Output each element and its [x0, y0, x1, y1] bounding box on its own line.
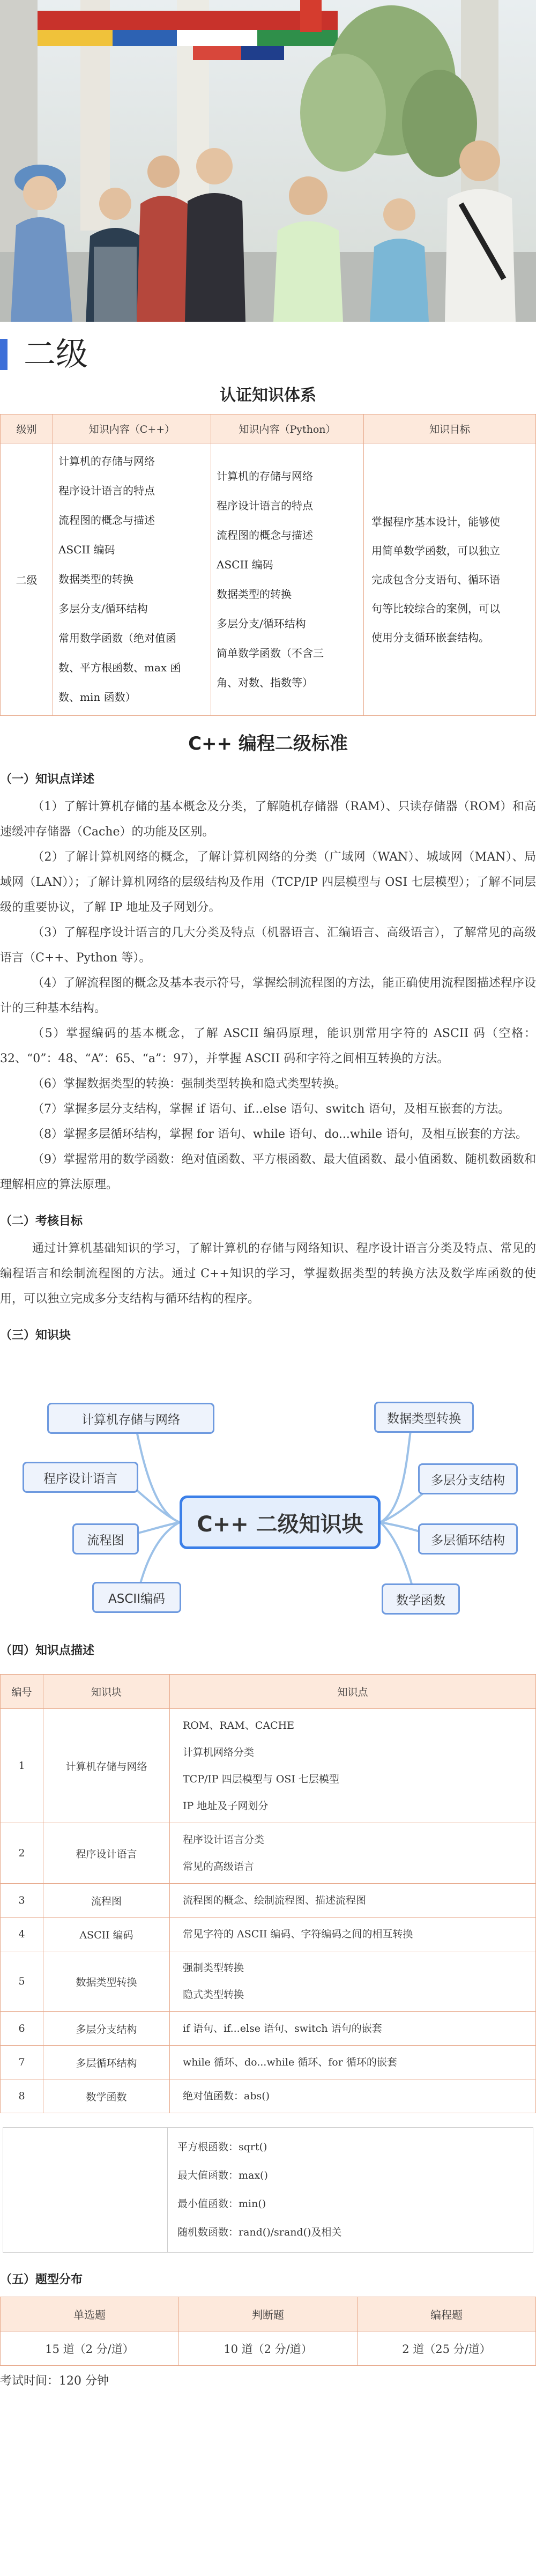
point-item: 程序设计语言分类	[183, 1834, 265, 1846]
goal-line: 句等比较综合的案例，可以	[371, 602, 500, 615]
header-python: 知识内容（Python）	[211, 414, 364, 443]
list-item: 常用数学函数（绝对值函	[58, 632, 176, 645]
paragraph: （1）了解计算机存储的基本概念及分类，了解随机存储器（RAM）、只读存储器（ROM）和高速缓冲存储器（Cache）的功能及区别。	[0, 800, 536, 839]
paragraph: （6）掌握数据类型的转换：强制类型转换和隐式类型转换。	[32, 1077, 346, 1091]
list-item: 流程图的概念与描述	[58, 514, 155, 527]
table-header-row	[1, 2297, 536, 2331]
row-points	[170, 1709, 536, 1823]
table-row	[1, 2012, 536, 2046]
row-number: 1	[1, 1709, 43, 1823]
header-number: 编号	[1, 1675, 43, 1709]
list-item: 程序设计语言的特点	[58, 484, 155, 497]
level-heading	[0, 332, 536, 375]
list-item: 计算机的存储与网络	[58, 455, 155, 468]
table-row	[1, 1918, 536, 1951]
table-row	[1, 1884, 536, 1918]
exam-time: 考试时间：120 分钟	[0, 2374, 109, 2388]
table-row	[3, 2128, 533, 2253]
list-item: 数、min 函数）	[58, 691, 136, 704]
level-accent-bar	[0, 339, 8, 370]
row-points	[170, 1823, 536, 1884]
list-item: 程序设计语言的特点	[217, 499, 313, 512]
row-block: 流程图	[43, 1884, 170, 1918]
table-row	[1, 1951, 536, 2012]
paragraph: （7）掌握多层分支结构，掌握 if 语句、if...else 语句、switch 语句，及相互嵌套的方法。	[32, 1102, 510, 1116]
header-single-choice: 单选题	[1, 2297, 179, 2331]
mindmap-node-flowchart: 流程图	[72, 1523, 139, 1555]
paragraph: （2）了解计算机网络的概念，了解计算机网络的分类（广域网（WAN）、城域网（MAN）、局域网（LAN））；了解计算机网络的层级结构及作用（TCP/IP 四层模型与 OSI 七层模型）；了解不同层级的重要协议，了解 IP 地址及子网划分。	[0, 850, 536, 914]
section4-heading: （四）知识点描述	[0, 1644, 95, 1657]
table-row	[1, 2079, 536, 2113]
row-block: 多层循环结构	[43, 2046, 170, 2079]
mindmap-node-programming-language: 程序设计语言	[23, 1462, 138, 1493]
mindmap-node-ascii: ASCII编码	[92, 1582, 181, 1613]
hero-photo	[0, 0, 536, 322]
level-cell: 二级	[1, 443, 53, 716]
row-block: ASCII 编码	[43, 1918, 170, 1951]
section3-heading: （三）知识块	[0, 1329, 71, 1342]
goal-line: 完成包含分支语句、循环语	[371, 573, 500, 586]
mindmap-node-storage-network: 计算机存储与网络	[47, 1403, 214, 1434]
point-item: 计算机网络分类	[183, 1746, 255, 1758]
row-number: 5	[1, 1951, 43, 2012]
point-item: 平方根函数：sqrt()	[177, 2141, 267, 2153]
header-goal: 知识目标	[364, 414, 536, 443]
mindmap-node-loop: 多层循环结构	[418, 1523, 518, 1555]
empty-cell	[3, 2128, 168, 2253]
list-item: 数、平方根函数、max 函	[58, 661, 181, 674]
header-level: 级别	[1, 414, 53, 443]
list-item: 简单数学函数（不含三	[217, 646, 324, 660]
point-item: 强制类型转换	[183, 1962, 244, 1974]
knowledge-system-table	[0, 414, 536, 716]
list-item: ASCII 编码	[217, 558, 273, 571]
section2-heading: （二）考核目标	[0, 1215, 83, 1228]
list-item: ASCII 编码	[58, 543, 115, 556]
row-points	[170, 1884, 536, 1918]
point-item: 常见的高级语言	[183, 1861, 255, 1872]
mindmap-center-node: C++ 二级知识块	[180, 1496, 381, 1549]
table-row	[1, 1709, 536, 1823]
list-item: 角、对数、指数等）	[217, 676, 313, 689]
knowledge-mindmap	[0, 1350, 536, 1640]
goal-cell	[364, 443, 536, 716]
point-item: 常见字符的 ASCII 编码、字符编码之间的相互转换	[183, 1928, 413, 1940]
standard-title: C++ 编程二级标准	[188, 733, 348, 754]
list-item: 计算机的存储与网络	[217, 469, 313, 483]
header-points: 知识点	[170, 1675, 536, 1709]
point-item: 最大值函数：max()	[177, 2170, 268, 2181]
row-number: 2	[1, 1823, 43, 1884]
knowledge-block-table	[0, 1674, 536, 2113]
header-block: 知识块	[43, 1675, 170, 1709]
goal-line: 使用分支循环嵌套结构。	[371, 631, 489, 644]
row-number: 8	[1, 2079, 43, 2113]
math-functions-continuation-table	[3, 2127, 533, 2253]
row-block: 计算机存储与网络	[43, 1709, 170, 1823]
point-item: TCP/IP 四层模型与 OSI 七层模型	[183, 1773, 339, 1785]
level-title: 二级	[24, 336, 88, 373]
row-number: 4	[1, 1918, 43, 1951]
row-points	[170, 2046, 536, 2079]
mindmap-node-branch: 多层分支结构	[418, 1463, 518, 1494]
list-item: 多层分支/循环结构	[58, 602, 148, 615]
goal-line: 掌握程序基本设计，能够使	[371, 515, 500, 528]
table-row	[1, 443, 536, 716]
paragraph: （5）掌握编码的基本概念，了解 ASCII 编码原理，能识别常用字符的 ASCII 码（空格：32、“0”：48、“A”：65、“a”：97），并掌握 ASCII 码和字符之间相互转换的方法。	[0, 1027, 536, 1065]
row-points	[170, 1918, 536, 1951]
table-header-row	[1, 1675, 536, 1709]
point-item: 隐式类型转换	[183, 1989, 244, 2001]
header-true-false: 判断题	[179, 2297, 358, 2331]
group-photo-illustration	[0, 0, 536, 322]
table-row	[1, 2046, 536, 2079]
point-item: 随机数函数：rand()/srand()及相关	[177, 2226, 342, 2238]
mindmap-node-type-conversion: 数据类型转换	[374, 1402, 474, 1433]
paragraph: （9）掌握常用的数学函数：绝对值函数、平方根函数、最大值函数、最小值函数、随机数函数和理解相应的算法原理。	[0, 1153, 536, 1191]
point-item: ROM、RAM、CACHE	[183, 1720, 295, 1731]
section1-heading: （一）知识点详述	[0, 773, 95, 786]
true-false-count: 10 道（2 分/道）	[179, 2331, 358, 2366]
list-item: 数据类型的转换	[58, 573, 133, 586]
python-content-cell	[211, 443, 364, 716]
table-row	[1, 2331, 536, 2366]
row-points	[170, 2012, 536, 2046]
cpp-content-cell	[53, 443, 211, 716]
row-block: 多层分支结构	[43, 2012, 170, 2046]
row-block: 数学函数	[43, 2079, 170, 2113]
row-points	[168, 2128, 533, 2253]
mindmap-node-math-functions: 数学函数	[382, 1583, 460, 1615]
point-item: while 循环、do...while 循环、for 循环的嵌套	[183, 2056, 397, 2068]
list-item: 流程图的概念与描述	[217, 528, 313, 542]
header-cpp: 知识内容（C++）	[53, 414, 211, 443]
programming-count: 2 道（25 分/道）	[358, 2331, 536, 2366]
exam-distribution-table	[0, 2297, 536, 2366]
single-choice-count: 15 道（2 分/道）	[1, 2331, 179, 2366]
paragraph: （3）了解程序设计语言的几大分类及特点（机器语言、汇编语言、高级语言），了解常见的高级语言（C++、Python 等）。	[0, 926, 536, 965]
system-title: 认证知识体系	[220, 386, 316, 405]
point-item: 绝对值函数：abs()	[183, 2090, 270, 2102]
table-header-row	[1, 414, 536, 443]
header-programming: 编程题	[358, 2297, 536, 2331]
row-number: 6	[1, 2012, 43, 2046]
assessment-paragraph: 通过计算机基础知识的学习，了解计算机的存储与网络知识、程序设计语言分类及特点、常见的编程语言和绘制流程图的方法。通过 C++知识的学习，掌握数据类型的转换方法及数学库函数的使用，可以独立完成多分支结构与循环结构的程序。	[0, 1242, 536, 1306]
goal-line: 用简单数学函数，可以独立	[371, 544, 500, 557]
row-block: 程序设计语言	[43, 1823, 170, 1884]
point-item: 流程图的概念、绘制流程图、描述流程图	[183, 1894, 367, 1906]
row-number: 7	[1, 2046, 43, 2079]
row-block: 数据类型转换	[43, 1951, 170, 2012]
point-item: 最小值函数：min()	[177, 2198, 266, 2210]
point-item: IP 地址及子网划分	[183, 1800, 269, 1812]
row-points	[170, 2079, 536, 2113]
section5-heading: （五）题型分布	[0, 2273, 83, 2286]
paragraph: （4）了解流程图的概念及基本表示符号，掌握绘制流程图的方法，能正确使用流程图描述程序设计的三种基本结构。	[0, 976, 536, 1015]
list-item: 多层分支/循环结构	[217, 617, 306, 630]
paragraph: （8）掌握多层循环结构，掌握 for 语句、while 语句、do...while 语句，及相互嵌套的方法。	[32, 1128, 527, 1141]
row-number: 3	[1, 1884, 43, 1918]
point-item: if 语句、if...else 语句、switch 语句的嵌套	[183, 2023, 382, 2034]
table-row	[1, 1823, 536, 1884]
list-item: 数据类型的转换	[217, 587, 292, 601]
row-points	[170, 1951, 536, 2012]
